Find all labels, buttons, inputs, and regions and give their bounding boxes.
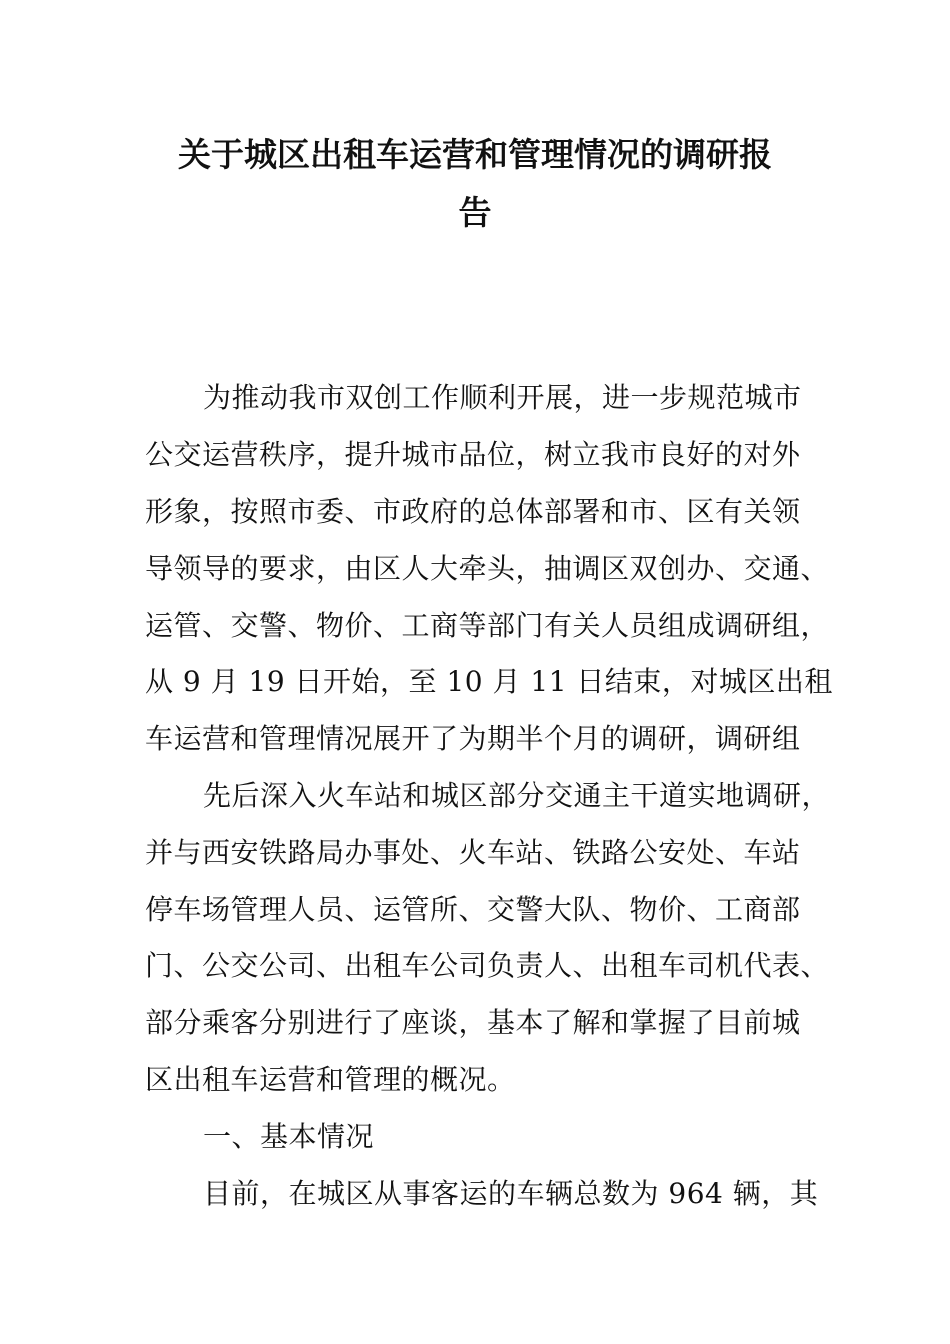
body-line-9: 并与西安铁路局办事处、火车站、铁路公安处、车站 [145,836,801,869]
body-line-1: 为推动我市双创工作顺利开展，进一步规范城市 [203,381,802,414]
body-line-12: 部分乘客分别进行了座谈，基本了解和掌握了目前城 [145,1006,801,1039]
body-line-4: 导领导的要求，由区人大牵头，抽调区双创办、交通、 [145,552,830,585]
body-line-8: 先后深入火车站和城区部分交通主干道实地调研， [203,779,831,812]
body-line-15: 目前，在城区从事客运的车辆总数为 964 辆，其 [203,1177,819,1210]
body-line-6: 从 9 月 19 日开始，至 10 月 11 日结束，对城区出租 [145,665,833,698]
body-line-13: 区出租车运营和管理的概况。 [145,1063,516,1096]
document-title-line-2: 告 [458,193,492,232]
section-heading-basic: 一、基本情况 [203,1120,375,1153]
body-line-3: 形象，按照市委、市政府的总体部署和市、区有关领 [145,495,801,528]
body-line-10: 停车场管理人员、运管所、交警大队、物价、工商部 [145,893,801,926]
body-line-5: 运管、交警、物价、工商等部门有关人员组成调研组， [145,609,830,642]
body-line-2: 公交运营秩序，提升城市品位，树立我市良好的对外 [145,438,801,471]
body-line-7: 车运营和管理情况展开了为期半个月的调研，调研组 [145,722,801,755]
body-line-11: 门、公交公司、出租车公司负责人、出租车司机代表、 [145,949,830,982]
document-title-line-1: 关于城区出租车运营和管理情况的调研报 [178,135,772,174]
